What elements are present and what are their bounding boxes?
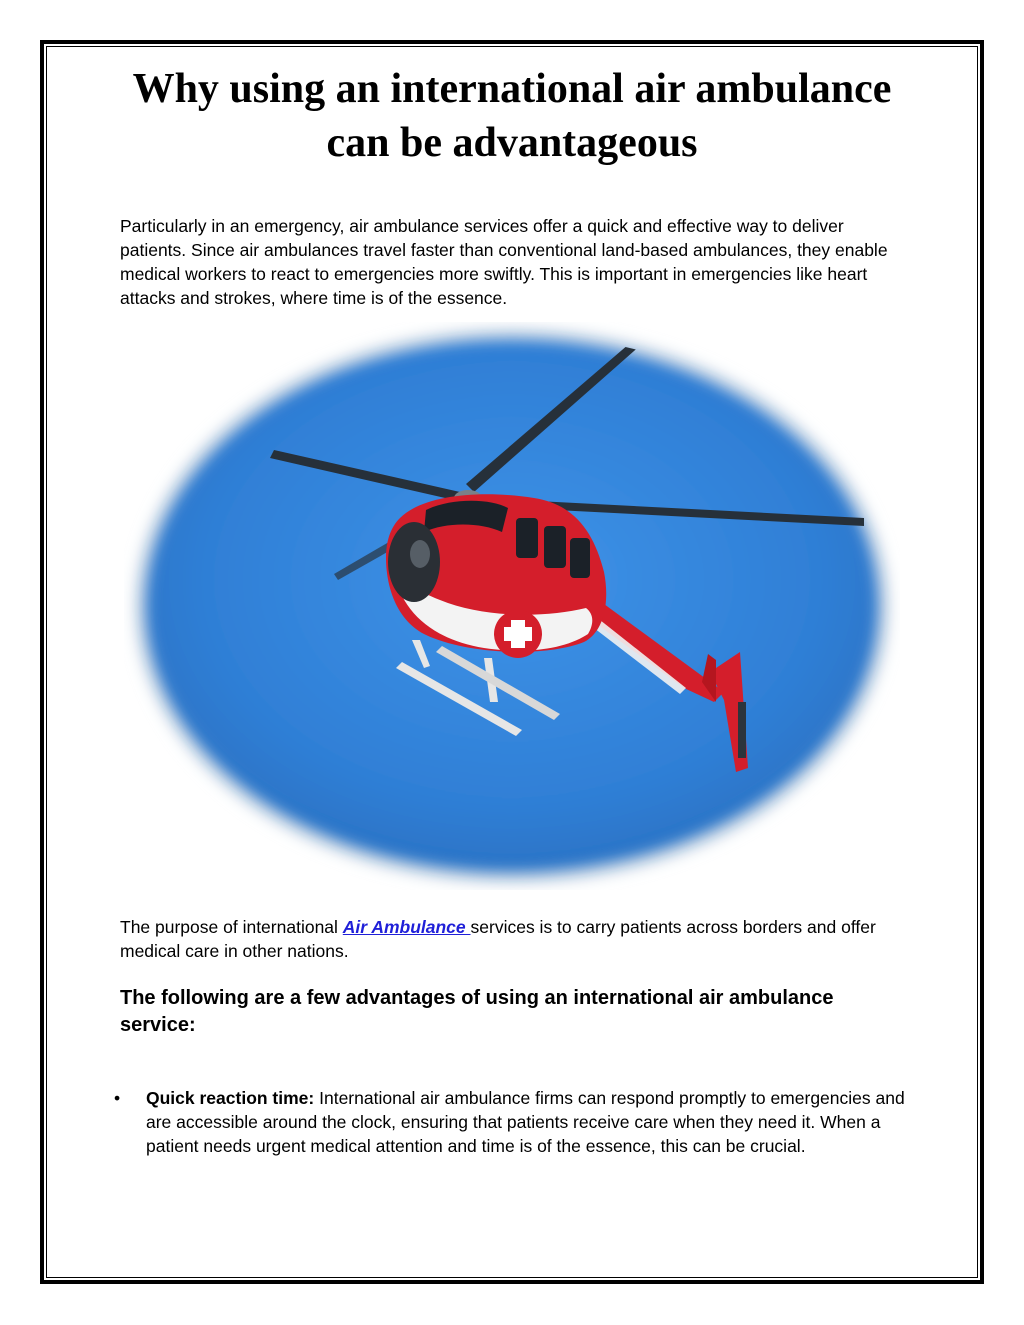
advantages-list [110,1086,910,1158]
cabin-window-2 [544,526,566,568]
bullet-lead: Quick reaction time: [146,1088,315,1108]
advantages-heading: The following are a few advantages of using an international air ambulance service: [120,987,834,1036]
helicopter-photo-icon [124,322,900,890]
page-title: Why using an international air ambulance can be advantageous [132,66,892,166]
purpose-text-before: The purpose of international [120,917,343,937]
air-ambulance-link[interactable]: Air Ambulance [342,917,471,937]
cabin-window-1 [516,518,538,558]
purpose-text-after: services is to carry patients across borders and offer medical care in other nations. [120,917,876,961]
bullet-text: International air ambulance firms can respond promptly to emergencies and are accessible around the clock, ensuring that patients receive care when they need it. When a patient needs urgent medical attention and time is of the essence, this can be crucial. [146,1088,905,1156]
cabin-window-3 [570,538,590,578]
intro-paragraph: Particularly in an emergency, air ambulance services offer a quick and effective way to deliver patients. Since air ambulances travel faster than conventional land-based ambulances, they enable medical workers to react to emergencies more swiftly. This is important in emergencies like heart attacks and strokes, where time is of the essence. [120,216,888,308]
list-item [110,1086,910,1158]
purpose-paragraph [120,915,910,963]
tail-rotor [738,702,746,758]
bullet-icon: • [114,1088,121,1108]
